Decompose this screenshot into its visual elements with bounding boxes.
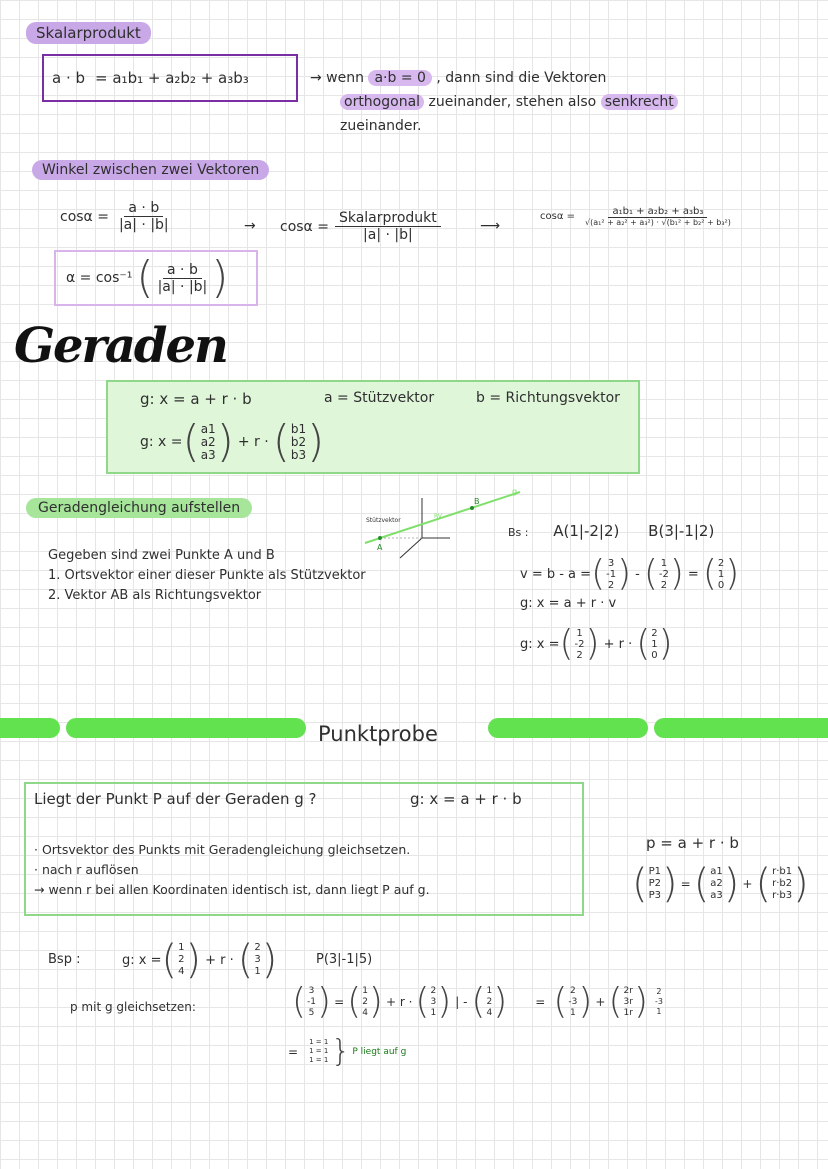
punktprobe-row: ( 3 -1 5 ) = ( 1 2 4 ) + r · ( 2 3 1 ) | - ( 1 2 4 ) = ( 2 -3 1 ) + ( 2r 3r 1r ) 2 -3 1	[292, 981, 663, 1022]
side-a-3: a3	[710, 890, 723, 901]
v-col-b-3: 2	[607, 579, 615, 591]
bsp-g-prefix: g: x =	[122, 952, 162, 968]
geraden-plus-r: + r ·	[237, 434, 269, 450]
side-p-2: P2	[648, 878, 662, 889]
g-eq-line: g: x = a + r · v	[520, 596, 617, 611]
bsp-g-col-a	[177, 942, 185, 978]
row-b-1: 2	[430, 985, 437, 996]
bsp-g-col-b	[253, 942, 261, 978]
geraden-eq2: g: x = ( a1 a2 a3 ) + r · ( b1 b2 b3 )	[140, 416, 325, 467]
note-senkrecht: senkrecht	[601, 94, 678, 110]
side-col-p	[648, 866, 662, 902]
skalarprodukt-rhs: = a₁b₁ + a₂b₂ + a₃b₃	[95, 69, 249, 87]
side-eq: p = a + r · b	[646, 834, 739, 852]
alpha-formula-box: α = cos⁻¹ ( $\frac{a \cdot b}{|a| \cdot |b|}$ )	[54, 250, 258, 306]
geraden-a-column	[200, 423, 217, 462]
row-b-3: 1	[430, 1007, 437, 1018]
row-b-2: 3	[430, 996, 437, 1007]
sketch-label-rv: RV	[434, 513, 442, 520]
row-p-1: 3	[308, 985, 315, 996]
row-sub-2: 2	[486, 996, 493, 1007]
curly-brace-icon: }	[331, 1034, 351, 1069]
final-line-2: 1 = 1	[309, 1047, 329, 1055]
winkel-formula-2	[280, 210, 441, 243]
bsp-points	[508, 522, 714, 540]
bsp-label: Bs :	[508, 526, 529, 539]
geraden-b-column	[290, 423, 307, 462]
final-note: P liegt auf g	[352, 1046, 407, 1057]
g-final-mid: + r ·	[603, 636, 633, 652]
side-rb-1: r·b1	[772, 866, 793, 877]
row-col-a	[361, 986, 369, 1019]
fraction-2-den: |a| · |b|	[363, 227, 413, 243]
fraction-3-num: a₁b₁ + a₂b₂ + a₃b₃	[608, 206, 707, 218]
punktprobe-question-eq: g: x = a + r · b	[410, 790, 522, 808]
row-a-3: 4	[362, 1007, 368, 1018]
v-col-result-1: 2	[717, 557, 725, 569]
row-col-sub	[485, 986, 493, 1019]
winkel-arrow-1: →	[244, 218, 256, 234]
res-tail-3: 1	[656, 1007, 662, 1016]
res-col-1	[567, 986, 578, 1019]
alpha-label: α = cos⁻¹	[66, 270, 133, 286]
g-final-v-1: 2	[651, 627, 658, 639]
v-col-b-1: 3	[607, 557, 615, 569]
winkel-arrow-2: ⟶	[480, 218, 501, 234]
g-final-v-2: 1	[651, 638, 658, 650]
note-prefix: → wenn	[310, 70, 364, 86]
aufstellen-line-2: 1. Ortsvektor einer dieser Punkte als Stützvektor	[48, 568, 366, 583]
cos-label-3: cosα =	[540, 211, 575, 222]
banner-left	[0, 718, 60, 738]
bsp-g-b-2: 3	[254, 954, 261, 965]
fraction-3	[581, 206, 735, 227]
fraction-1	[115, 200, 173, 233]
banner-seg-1	[66, 718, 306, 738]
v-eq-label: v = b - a =	[520, 566, 592, 582]
bsp-g-a-2: 2	[178, 954, 185, 965]
row-eq2: =	[535, 995, 546, 1009]
row-minus: | -	[455, 995, 468, 1009]
punktprobe-question: Liegt der Punkt P auf der Geraden g ?	[34, 790, 317, 808]
bsp-g-a-1: 1	[178, 942, 185, 953]
fraction-3-den: √(a₁² + a₂² + a₃²) · √(b₁² + b₂² + b₃²)	[584, 218, 731, 227]
final-block	[288, 1034, 406, 1069]
row-p-2: -1	[307, 996, 317, 1007]
final-lines	[308, 1038, 329, 1065]
g-final-v-3: 0	[651, 649, 658, 661]
side-p-3: P3	[648, 890, 662, 901]
v-col-b-2: -1	[606, 568, 617, 580]
cos-label-1: cosα =	[60, 208, 109, 225]
res-plus: +	[595, 995, 606, 1009]
side-rb-2: r·b2	[772, 878, 793, 889]
res-1-1: 2	[569, 985, 576, 996]
bsp-g-eq: g: x = ( 1 2 4 ) + r · ( 2 3 1 )	[122, 937, 278, 983]
res-1-2: -3	[568, 996, 578, 1007]
g-final-a-1: 1	[576, 627, 583, 639]
skalarprodukt-lhs: a · b	[52, 69, 86, 87]
g-final-eq: g: x = ( 1 -2 2 ) + r · ( 2 1 0 )	[520, 623, 673, 664]
v-col-a-1: 1	[660, 557, 668, 569]
sketch-point-b	[470, 506, 474, 510]
v-col-result	[717, 558, 725, 591]
row-sub-1: 1	[486, 985, 493, 996]
final-eq: =	[288, 1044, 299, 1059]
row-sub-3: 4	[486, 1007, 493, 1018]
row-a-2: 2	[362, 996, 368, 1007]
winkel-formula-3	[540, 206, 735, 227]
sketch-label-b: B	[474, 497, 480, 506]
bsp-point-b: B(3|-1|2)	[648, 522, 715, 540]
sketch-x-axis	[400, 538, 422, 558]
coordinate-sketch	[350, 478, 530, 568]
aufstellen-heading: Geradengleichung aufstellen	[26, 498, 252, 518]
geraden-a-2: a2	[200, 434, 216, 449]
g-final-col-v	[650, 628, 658, 661]
geraden-eq2-prefix: g: x =	[140, 434, 183, 450]
res-tail-2: -3	[654, 997, 663, 1006]
note-mid2: zueinander, stehen also	[428, 94, 597, 110]
banner-seg-3	[654, 718, 828, 738]
g-final-col-a	[574, 628, 586, 661]
row-p-3: 5	[308, 1007, 315, 1018]
note-mid: , dann sind die Vektoren	[436, 70, 607, 86]
res-2-1: 2r	[623, 985, 633, 996]
res-tail	[654, 987, 664, 1017]
v-col-result-3: 0	[717, 579, 725, 591]
sketch-label-a: A	[377, 543, 383, 552]
geraden-b-3: b3	[290, 447, 307, 462]
side-a-1: a1	[710, 866, 723, 877]
final-line-3: 1 = 1	[309, 1056, 329, 1064]
side-col-rb	[771, 866, 793, 902]
v-col-b	[605, 558, 617, 591]
res-col-2	[623, 986, 634, 1019]
geraden-richtung: b = Richtungsvektor	[476, 390, 620, 406]
bsp-g-b-3: 1	[254, 966, 261, 977]
aufstellen-steps	[48, 546, 366, 606]
punktprobe-bullet-2: · nach r auflösen	[34, 862, 139, 877]
aufstellen-line-1: Gegeben sind zwei Punkte A und B	[48, 548, 275, 563]
v-calculation: v = b - a = ( 3 -1 2 ) - ( 1 -2 2 ) = ( 2 1 0 )	[520, 553, 740, 594]
bsp-point-a: A(1|-2|2)	[553, 522, 620, 540]
row-a-1: 1	[362, 985, 368, 996]
geraden-a-1: a1	[200, 421, 216, 436]
alpha-fraction	[154, 262, 212, 295]
bsp-point: P(3|-1|5)	[316, 952, 373, 967]
punktprobe-bullet-3: → wenn r bei allen Koordinaten identisch ist, dann liegt P auf g.	[34, 882, 430, 897]
skalarprodukt-heading: Skalarprodukt	[26, 22, 151, 44]
v-minus: -	[635, 566, 640, 582]
g-final-a-2: -2	[574, 638, 585, 650]
g-final-prefix: g: x =	[520, 636, 560, 652]
bsp-g-a-3: 4	[178, 966, 185, 977]
side-p-1: P1	[648, 866, 662, 877]
fraction-2	[335, 210, 441, 243]
row-mid: + r ·	[385, 995, 413, 1009]
side-a-2: a2	[710, 878, 723, 889]
v-col-result-2: 1	[717, 568, 725, 580]
res-1-3: 1	[569, 1007, 576, 1018]
note-end: zueinander.	[340, 118, 422, 134]
bsp-g-b-1: 2	[254, 942, 261, 953]
sketch-label-g: g	[512, 487, 518, 496]
winkel-heading: Winkel zwischen zwei Vektoren	[32, 160, 269, 180]
alpha-den: |a| · |b|	[157, 278, 208, 295]
v-col-a-2: -2	[658, 568, 669, 580]
skalarprodukt-note	[310, 66, 780, 138]
geraden-b-2: b2	[290, 434, 307, 449]
cos-label-2: cosα =	[280, 218, 329, 235]
geraden-eq1: g: x = a + r · b	[140, 390, 252, 408]
geraden-a-3: a3	[200, 447, 216, 462]
res-2-2: 3r	[623, 996, 633, 1007]
fraction-2-num: Skalarprodukt	[335, 210, 441, 227]
note-orthogonal: orthogonal	[340, 94, 424, 110]
side-columns: ( P1 P2 P3 ) = ( a1 a2 a3 ) + ( r·b1 r·b2 r·b3 )	[632, 861, 809, 907]
punktprobe-bullet-1: · Ortsvektor des Punkts mit Geradengleichung gleichsetzen.	[34, 842, 411, 857]
alpha-num: a · b	[163, 262, 202, 279]
res-2-3: 1r	[623, 1007, 633, 1018]
fraction-1-den: |a| · |b|	[118, 217, 169, 233]
p-mit-g: p mit g gleichsetzen:	[70, 1000, 196, 1014]
fraction-1-num: a · b	[124, 200, 163, 217]
v-equals: =	[687, 566, 699, 582]
side-rb-3: r·b3	[772, 890, 793, 901]
bsp-label-2: Bsp :	[48, 952, 81, 967]
row-col-b	[429, 986, 437, 1019]
note-condition: a·b = 0	[368, 70, 431, 86]
banner-seg-2	[488, 718, 648, 738]
final-line-1: 1 = 1	[309, 1038, 329, 1046]
geraden-b-1: b1	[290, 421, 307, 436]
v-col-a-3: 2	[660, 579, 668, 591]
v-col-a	[658, 558, 670, 591]
aufstellen-line-3: 2. Vektor AB als Richtungsvektor	[48, 588, 262, 603]
side-col-a	[709, 866, 724, 902]
res-tail-1: 2	[656, 987, 662, 996]
row-col-p	[306, 986, 317, 1019]
sketch-point-a	[378, 536, 382, 540]
punktprobe-title: Punktprobe	[318, 722, 438, 746]
skalarprodukt-formula-box	[42, 54, 298, 102]
bsp-g-mid: + r ·	[205, 952, 234, 968]
punktprobe-bullets	[34, 840, 430, 900]
sketch-label-stuetz: Stützvektor	[366, 517, 401, 524]
winkel-formula-1	[60, 200, 173, 233]
g-final-a-3: 2	[576, 649, 583, 661]
geraden-title: Geraden	[14, 318, 227, 374]
geraden-stuetz: a = Stützvektor	[324, 390, 435, 406]
